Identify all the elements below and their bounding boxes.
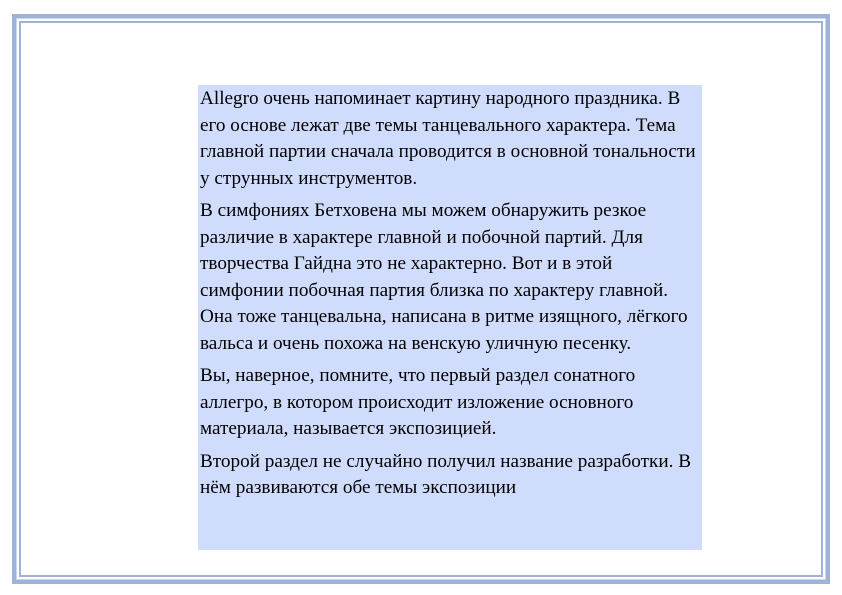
text-box [198, 85, 702, 550]
paragraph-4: Второй раздел не случайно получил название разработки. В нём развиваются обе темы экспозиции [200, 450, 692, 498]
paragraph-2: В симфониях Бетховена мы можем обнаружить резкое различие в характере главной и побочной партий. Для творчества Гайдна это не характерно. Вот и в этой симфонии побочная партия близка по характеру главной. Она тоже танцевальна, написана в ритме изящного, лёгкого вальса и очень похожа на венскую уличную песенку. [200, 200, 688, 354]
paragraph-1: Allegro очень напоминает картину народного праздника. В его основе лежат две темы танцевального характера. Тема главной партии сначала проводится в основной тональности у струнных инструментов. [200, 88, 696, 189]
paragraph-3: Вы, наверное, помните, что первый раздел сонатного аллегро, в котором происходит изложение основного материала, называется экспозицией. [200, 365, 636, 439]
